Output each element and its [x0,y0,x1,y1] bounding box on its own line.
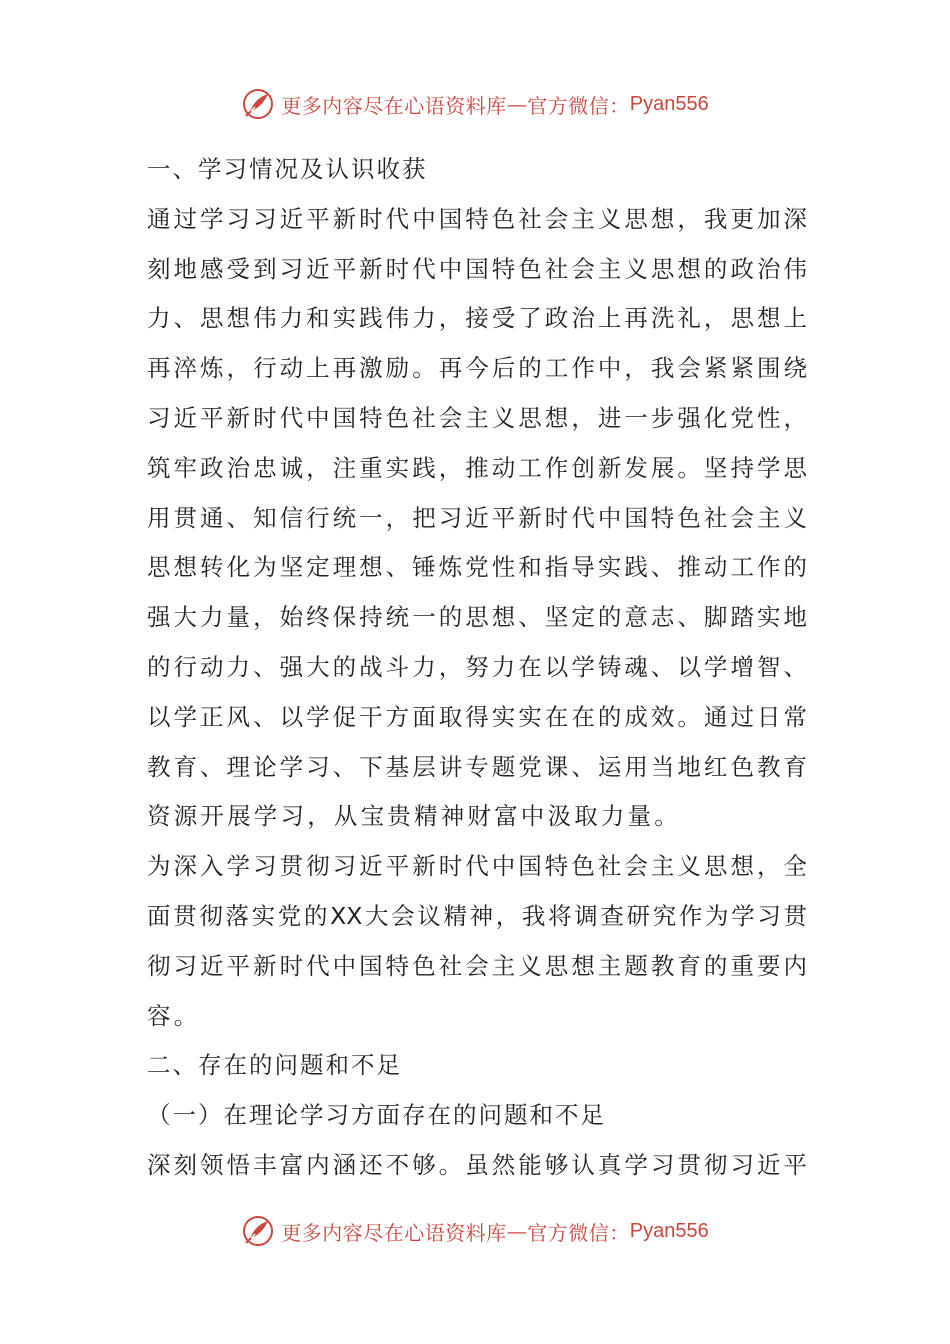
footer-watermark [0,1211,950,1251]
paragraph-line: 彻习近平新时代中国特色社会主义思想主题教育的重要内 [147,951,807,980]
paragraph-line: 面贯彻落实党的XX大会议精神，我将调查研究作为学习贯 [147,901,807,930]
paragraph-line: 筑牢政治忠诚，注重实践，推动工作创新发展。坚持学思 [147,453,807,482]
paragraph-line: 力、思想伟力和实践伟力，接受了政治上再洗礼，思想上 [147,304,807,333]
paragraph-line: 资源开展学习，从宝贵精神财富中汲取力量。 [147,802,681,831]
watermark-contact-id: Pyan556 [629,92,709,115]
paragraph-line: 容。 [147,1001,201,1030]
paragraph-line: 的行动力、强大的战斗力，努力在以学铸魂、以学增智、 [147,652,807,681]
paragraph-line: 为深入学习贯彻习近平新时代中国特色社会主义思想，全 [147,852,807,881]
section-heading: 二、存在的问题和不足 [147,1051,402,1080]
watermark-contact-label: 官方微信： [527,93,630,118]
paragraph-line: 通过学习习近平新时代中国特色社会主义思想，我更加深 [147,204,807,233]
paragraph-line: 用贯通、知信行统一，把习近平新时代中国特色社会主义 [147,503,807,532]
section-heading: 一、学习情况及认识收获 [147,155,428,183]
paragraph-line: 深刻领悟丰富内涵还不够。虽然能够认真学习贯彻习近平 [147,1150,807,1179]
paragraph-line: 习近平新时代中国特色社会主义思想，进一步强化党性， [147,403,807,432]
watermark-contact-id: Pyan556 [629,1219,709,1242]
paragraph-line: 以学正风、以学促干方面取得实实在在的成效。通过日常 [147,702,807,731]
watermark-dash: — [506,92,528,116]
paragraph-line: 刻地感受到习近平新时代中国特色社会主义思想的政治伟 [147,254,807,283]
paragraph-line: 教育、理论学习、下基层讲专题党课、运用当地红色教育 [147,752,807,781]
pen-leaf-logo-icon [241,1214,275,1248]
paragraph-line: 强大力量，始终保持统一的思想、坚定的意志、脚踏实地 [147,603,807,632]
watermark-contact-label: 官方微信： [527,1220,630,1245]
watermark-text: 更多内容尽在心语资料库 [281,93,507,118]
paragraph-line: 思想转化为坚定理想、锤炼党性和指导实践、推动工作的 [147,553,807,582]
watermark-dash: — [506,1219,528,1243]
paragraph-line: 再淬炼，行动上再激励。再今后的工作中，我会紧紧围绕 [147,354,807,383]
document-body [147,145,807,1191]
header-watermark [0,84,950,124]
watermark-text: 更多内容尽在心语资料库 [281,1220,507,1245]
pen-leaf-logo-icon [241,87,275,121]
subsection-heading: （一）在理论学习方面存在的问题和不足 [147,1101,606,1130]
